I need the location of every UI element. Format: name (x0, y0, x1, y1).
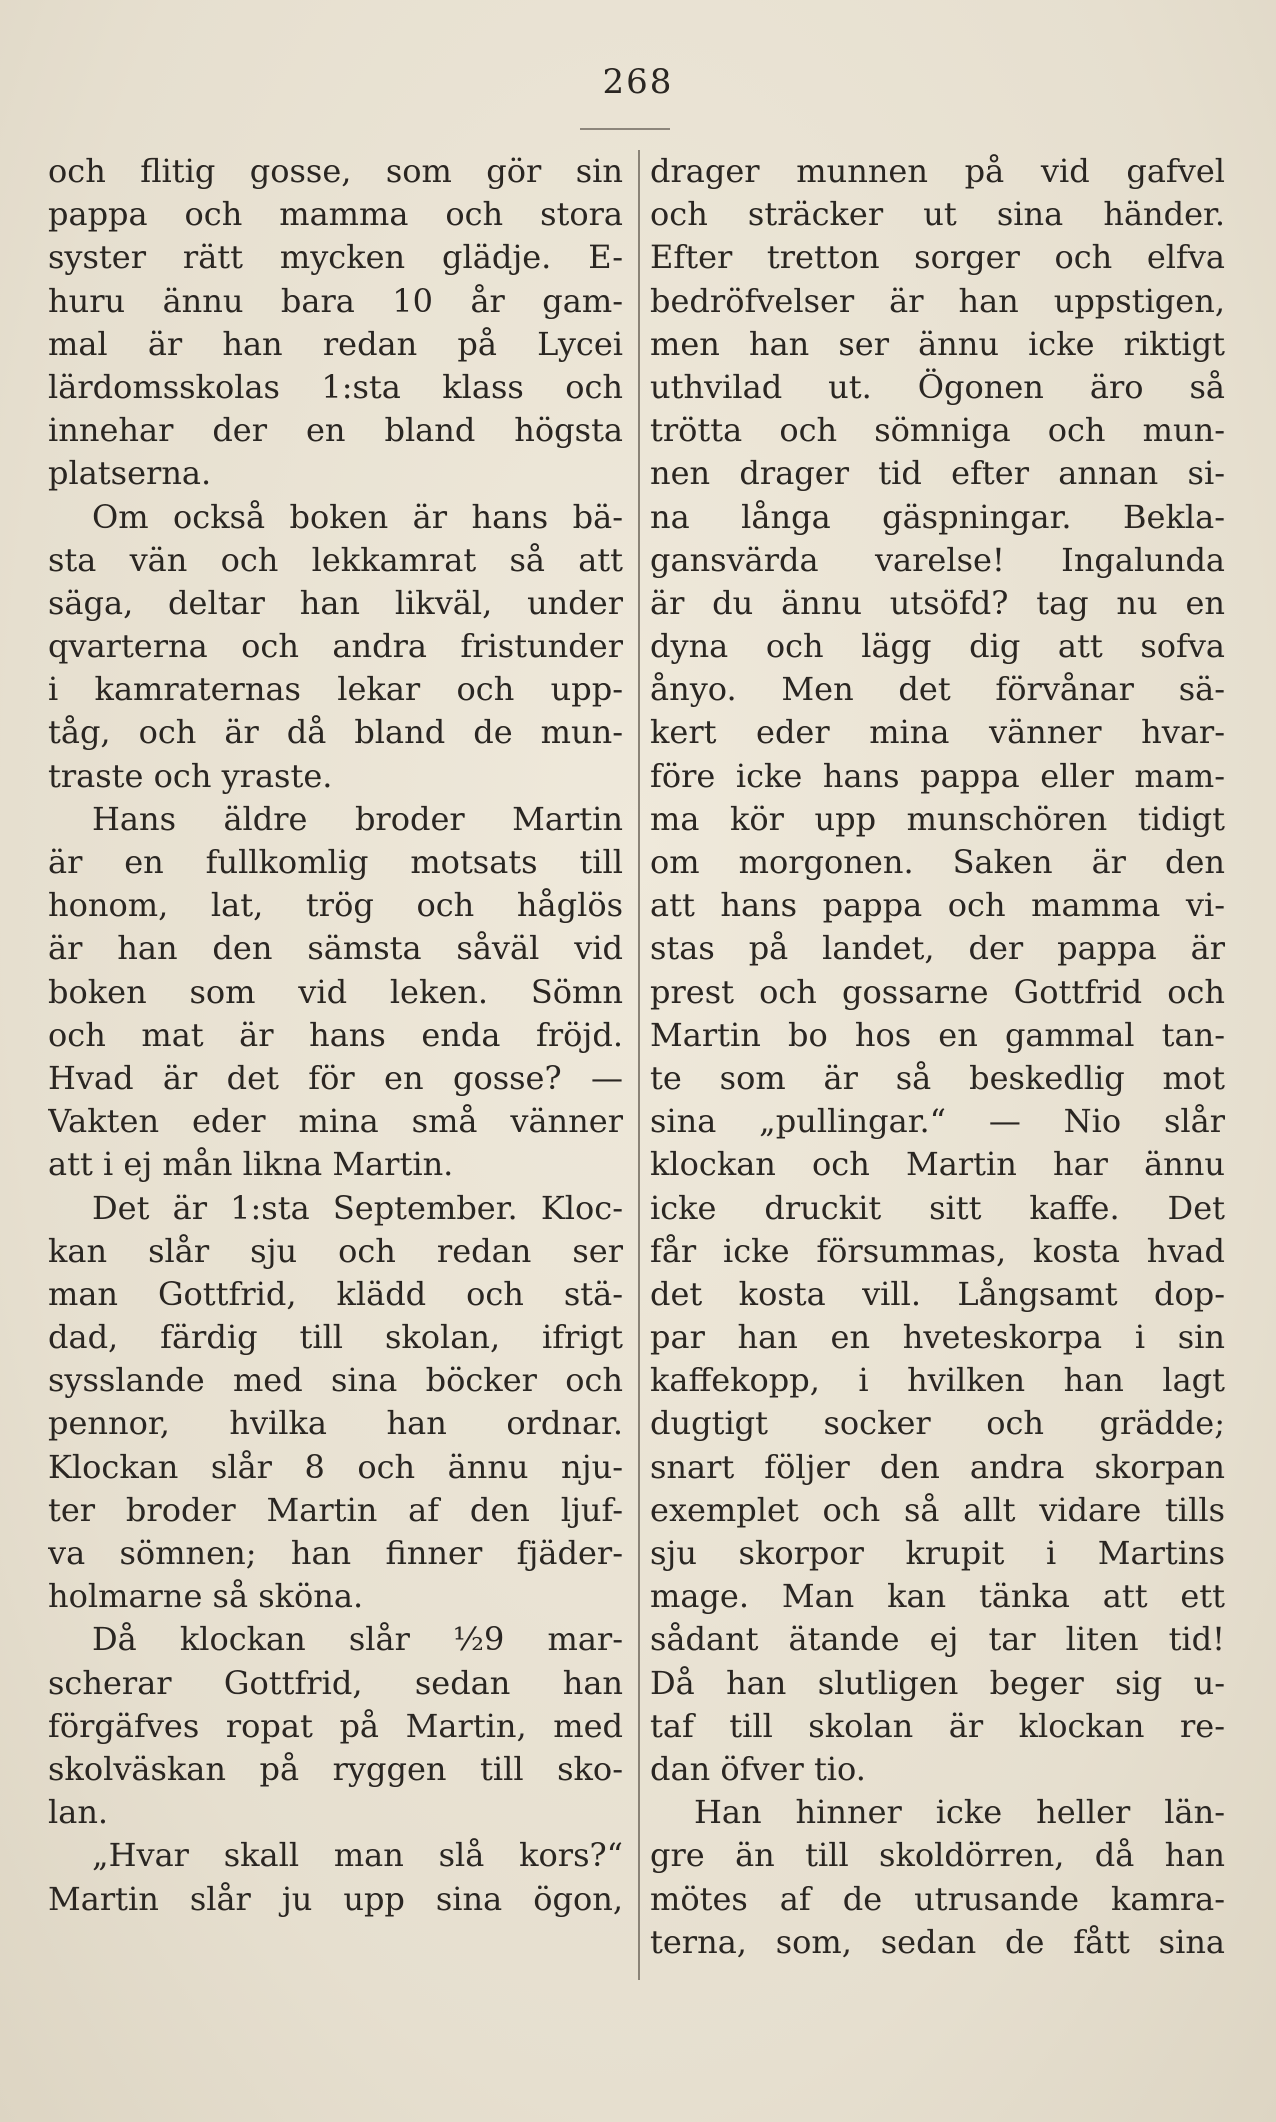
text-line: och mat är hans enda fröjd. (48, 1015, 623, 1054)
text-line: gansvärda varelse! Ingalunda (650, 540, 1225, 579)
text-line: Om också boken är hans bä- (92, 497, 623, 536)
text-line: stas på landet, der pappa är (650, 929, 1225, 968)
text-line: Det är 1:sta September. Kloc- (92, 1188, 623, 1227)
text-line: na långa gäspningar. Bekla- (650, 497, 1225, 536)
text-line: kert eder mina vänner hvar- (650, 713, 1225, 752)
text-line: att hans pappa och mamma vi- (650, 886, 1225, 925)
text-line: dad, färdig till skolan, ifrigt (48, 1318, 623, 1357)
text-line: pennor, hvilka han ordnar. (48, 1404, 623, 1443)
text-line: trötta och sömniga och mun- (650, 411, 1225, 450)
text-line: tåg, och är då bland de mun- (48, 713, 623, 752)
text-line: Hans äldre broder Martin (92, 799, 623, 838)
text-line: om morgonen. Saken är den (650, 843, 1225, 881)
text-line: nen drager tid efter annan si- (650, 454, 1225, 493)
text-line: före icke hans pappa eller mam- (650, 756, 1225, 795)
text-line: Han hinner icke heller län- (694, 1793, 1225, 1832)
text-line: terna, som, sedan de fått sina (650, 1922, 1225, 1961)
text-line: Hvad är det för en gosse? — (48, 1058, 623, 1097)
text-line: får icke försummas, kosta hvad (650, 1231, 1225, 1270)
text-line: dyna och lägg dig att sofva (650, 627, 1225, 666)
text-line: par han en hveteskorpa i sin (650, 1318, 1225, 1357)
text-line: och sträcker ut sina händer. (650, 195, 1225, 234)
text-line: te som är så beskedlig mot (650, 1058, 1225, 1097)
text-line: är du ännu utsöfd? tag nu en (650, 583, 1225, 622)
text-line: man Gottfrid, klädd och stä- (48, 1274, 623, 1313)
text-line: sju skorpor krupit i Martins (650, 1534, 1225, 1572)
text-line: dugtigt socker och grädde; (650, 1404, 1225, 1443)
text-line: honom, lat, trög och håglös (48, 886, 623, 925)
text-line: platserna. (48, 454, 212, 493)
text-line: boken som vid leken. Sömn (48, 972, 623, 1011)
text-line: mötes af de utrusande kamra- (650, 1879, 1225, 1918)
text-line: icke druckit sitt kaffe. Det (650, 1188, 1225, 1227)
text-line: huru ännu bara 10 år gam- (48, 281, 623, 320)
page-number: 268 (602, 62, 674, 102)
text-line: skolväskan på ryggen till sko- (48, 1749, 623, 1788)
text-line: prest och gossarne Gottfrid och (650, 972, 1225, 1011)
text-line: mage. Man kan tänka att ett (650, 1577, 1225, 1616)
text-line: Martin slår ju upp sina ögon, (48, 1879, 623, 1918)
text-line: förgäfves ropat på Martin, med (48, 1706, 623, 1745)
text-line: Martin bo hos en gammal tan- (650, 1015, 1225, 1054)
text-line: va sömnen; han finner fjäder- (48, 1534, 623, 1572)
text-line: qvarterna och andra fristunder (48, 627, 623, 666)
text-line: kan slår sju och redan ser (48, 1231, 623, 1270)
text-line: lärdomsskolas 1:sta klass och (48, 367, 623, 406)
text-line: „Hvar skall man slå kors?“ (92, 1836, 623, 1875)
column-divider (638, 150, 640, 1980)
text-line: kaffekopp, i hvilken han lagt (650, 1361, 1225, 1400)
text-line: bedröfvelser är han uppstigen, (650, 281, 1225, 320)
text-line: gre än till skoldörren, då han (650, 1836, 1225, 1875)
text-line: klockan och Martin har ännu (650, 1145, 1225, 1184)
text-line: är en fullkomlig motsats till (48, 843, 623, 881)
text-line: Efter tretton sorger och elfva (650, 238, 1225, 277)
text-line: ter broder Martin af den ljuf- (48, 1490, 623, 1529)
text-line: sta vän och lekkamrat så att (48, 540, 623, 579)
text-line: uthvilad ut. Ögonen äro så (650, 367, 1225, 406)
text-line: traste och yraste. (48, 756, 333, 795)
text-line: i kamraternas lekar och upp- (48, 670, 623, 709)
text-line: sådant ätande ej tar liten tid! (650, 1620, 1225, 1659)
text-line: är han den sämsta såväl vid (48, 929, 623, 968)
text-line: drager munnen på vid gafvel (650, 152, 1225, 190)
text-line: exemplet och så allt vidare tills (650, 1490, 1225, 1529)
text-line: sysslande med sina böcker och (48, 1361, 623, 1400)
text-line: Då han slutligen beger sig u- (650, 1663, 1225, 1702)
text-line: säga, deltar han likväl, under (48, 583, 623, 622)
text-line: ånyo. Men det förvånar sä- (650, 670, 1225, 709)
text-line: men han ser ännu icke riktigt (650, 324, 1225, 363)
text-line: holmarne så sköna. (48, 1577, 364, 1616)
text-line: ma kör upp munschören tidigt (650, 799, 1225, 838)
text-line: snart följer den andra skorpan (650, 1447, 1225, 1486)
text-line: det kosta vill. Långsamt dop- (650, 1274, 1225, 1313)
text-line: Vakten eder mina små vänner (48, 1102, 623, 1141)
text-line: Då klockan slår ½9 mar- (92, 1620, 623, 1659)
text-line: scherar Gottfrid, sedan han (48, 1663, 623, 1702)
text-line: att i ej mån likna Martin. (48, 1145, 454, 1184)
text-line: lan. (48, 1793, 109, 1832)
left-text-column (48, 150, 623, 1921)
text-line: och flitig gosse, som gör sin (48, 152, 623, 190)
text-line: dan öfver tio. (650, 1749, 866, 1788)
text-line: syster rätt mycken glädje. E- (48, 238, 623, 277)
header-rule (580, 128, 670, 130)
text-line: taf till skolan är klockan re- (650, 1706, 1225, 1745)
text-line: pappa och mamma och stora (48, 195, 623, 234)
text-line: sina „pullingar.“ — Nio slår (650, 1102, 1225, 1141)
right-text-column (650, 150, 1225, 1964)
text-line: innehar der en bland högsta (48, 411, 623, 450)
text-line: mal är han redan på Lycei (48, 324, 623, 363)
text-line: Klockan slår 8 och ännu nju- (48, 1447, 623, 1486)
